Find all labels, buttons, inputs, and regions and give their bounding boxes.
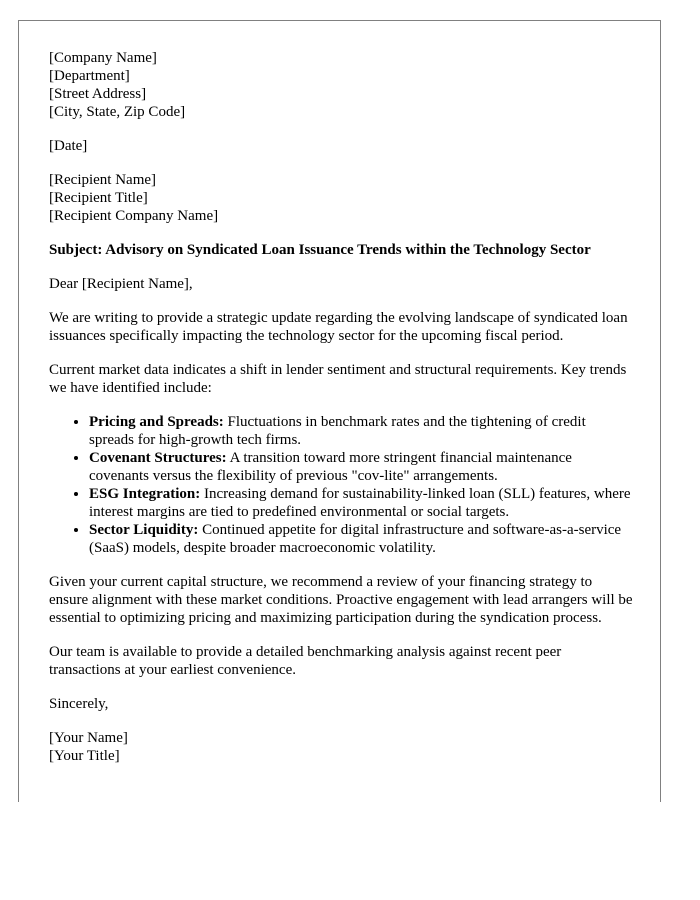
- signature-name: [Your Name]: [49, 730, 128, 746]
- recipient-company: [Recipient Company Name]: [49, 208, 219, 224]
- recipient-name: [Recipient Name]: [49, 172, 157, 188]
- letter-content: [49, 49, 634, 781]
- intro-paragraph: We are writing to provide a strategic update regarding the evolving landscape of syndicated loan issuances specifically impacting the technology sector for the upcoming fiscal period.: [49, 310, 628, 344]
- signature-title: [Your Title]: [49, 748, 120, 764]
- recipient-address: [49, 171, 634, 225]
- date-text: [Date]: [49, 138, 88, 154]
- trend-title: Pricing and Spreads:: [89, 414, 224, 430]
- trend-text: Continued appetite for digital infrastructure and software-as-a-service (SaaS) models, despite broader macroeconomic volatility.: [89, 522, 622, 556]
- trend-text: A transition toward more stringent financial maintenance covenants versus the flexibility of previous "cov-lite" arrangements.: [89, 450, 572, 484]
- list-item: [89, 485, 634, 521]
- trends-list: [49, 413, 634, 557]
- signoff: Sincerely,: [49, 696, 109, 712]
- sender-company: [Company Name]: [49, 50, 157, 66]
- salutation: Dear [Recipient Name],: [49, 276, 193, 292]
- sender-address: [49, 49, 634, 121]
- closing-paragraph: Our team is available to provide a detailed benchmarking analysis against recent peer transactions at your earliest convenience.: [49, 644, 562, 678]
- subject-line: Subject: Advisory on Syndicated Loan Issuance Trends within the Technology Sector: [49, 242, 591, 258]
- trend-title: Sector Liquidity:: [89, 522, 199, 538]
- list-item: [89, 521, 634, 557]
- list-item: [89, 413, 634, 449]
- letter-date: [49, 137, 634, 155]
- sender-department: [Department]: [49, 68, 130, 84]
- signature-block: [49, 729, 634, 765]
- letter-page: [18, 20, 661, 802]
- trend-title: ESG Integration:: [89, 486, 201, 502]
- sender-city: [City, State, Zip Code]: [49, 104, 186, 120]
- recipient-title: [Recipient Title]: [49, 190, 148, 206]
- list-item: [89, 449, 634, 485]
- trend-title: Covenant Structures:: [89, 450, 227, 466]
- sender-street: [Street Address]: [49, 86, 147, 102]
- trend-text: Fluctuations in benchmark rates and the tightening of credit spreads for high-growth tech firms.: [89, 414, 586, 448]
- market-paragraph: Current market data indicates a shift in lender sentiment and structural requirements. Key trends we have identified include:: [49, 362, 627, 396]
- trend-text: Increasing demand for sustainability-linked loan (SLL) features, where interest margins are tied to predefined environmental or social targets.: [89, 486, 631, 520]
- recommendation-paragraph: Given your current capital structure, we recommend a review of your financing strategy to ensure alignment with these market conditions. Proactive engagement with lead arrangers will be essential to optimizing pricing and maximizing participation during the syndication process.: [49, 574, 633, 626]
